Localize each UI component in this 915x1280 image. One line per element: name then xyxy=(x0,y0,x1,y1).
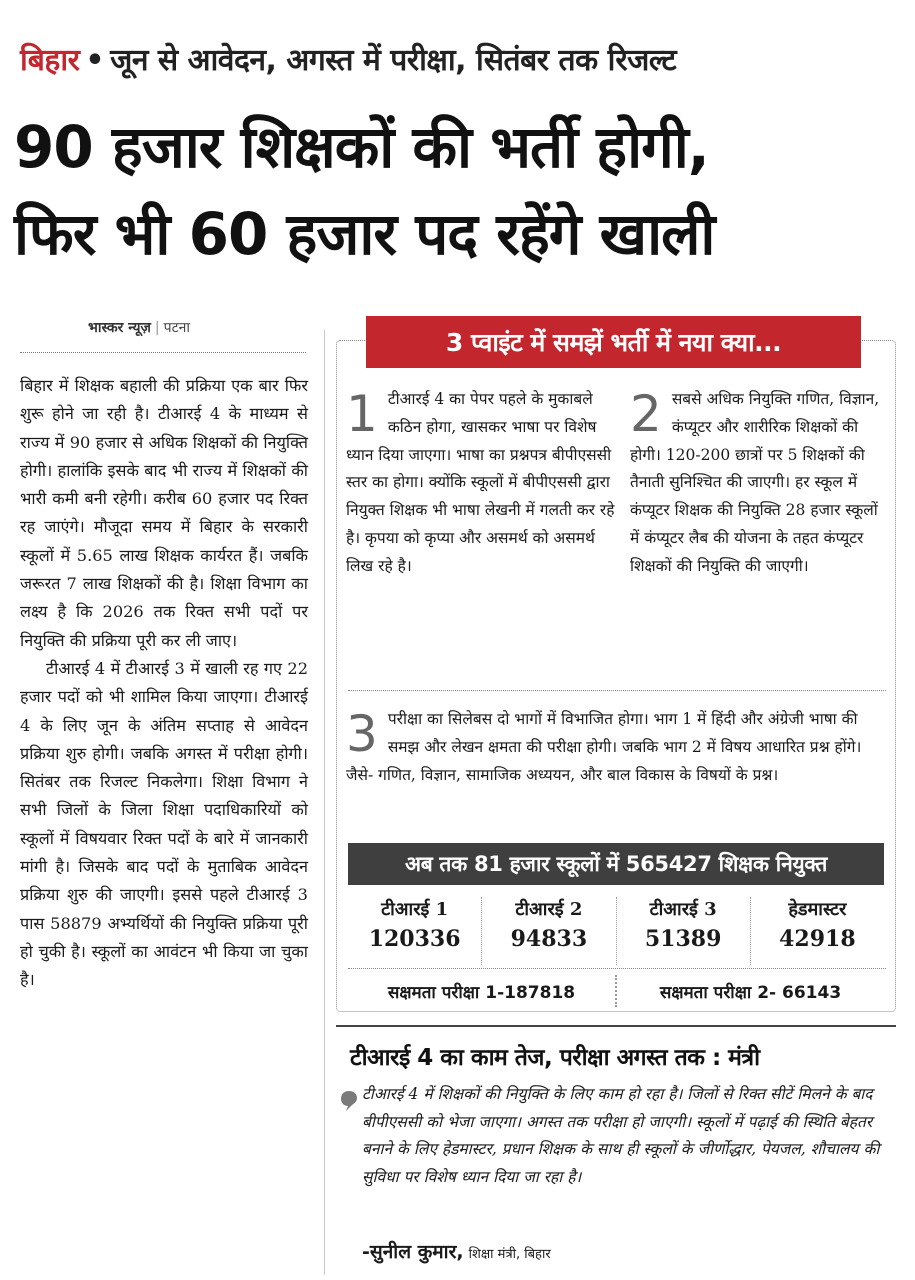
stat-label: टीआरई 3 xyxy=(649,899,717,920)
stat-headmaster xyxy=(751,897,884,965)
exam-row xyxy=(348,975,884,1007)
stat-value: 42918 xyxy=(779,926,856,952)
point-number: 3 xyxy=(346,705,378,763)
stat-tre-3 xyxy=(617,897,751,965)
point-text: टीआरई 4 का पेपर पहले के मुकाबले कठिन होगा, खासकर भाषा पर विशेष ध्यान दिया जाएगा। भाषा का प्रश्नपत्र बीपीएससी स्तर का होगा। क्योंकि स्कूलों में बीपीएससी द्वारा नियुक्त शिक्षक भी भाषा लेखनी में गलती कर रहे है। कृपया को कृप्या और असमर्थ को असमर्थ लिख रहे है। xyxy=(346,390,615,575)
kicker-text: जून से आवेदन, अगस्त में परीक्षा, सितंबर तक रिजल्ट xyxy=(110,43,677,78)
stat-value: 120336 xyxy=(368,926,461,952)
exam-1: सक्षमता परीक्षा 1-187818 xyxy=(348,975,617,1007)
point-text: परीक्षा का सिलेबस दो भागों में विभाजित होगा। भाग 1 में हिंदी और अंग्रेजी भाषा की समझ और लेखन क्षमता की परीक्षा होगी। जबकि भाग 2 में विषय आधारित प्रश्न होंगे। जैसे- गणित, विज्ञान, सामाजिक अध्ययन, और बाल विकास के विषयों के प्रश्न। xyxy=(346,710,862,784)
point-1 xyxy=(346,386,616,581)
kicker xyxy=(20,38,900,79)
minister-section-rule xyxy=(336,1025,896,1027)
minister-designation: शिक्षा मंत्री, बिहार xyxy=(468,1247,551,1262)
minister-quote: टीआरई 4 में शिक्षकों की नियुक्ति के लिए काम हो रहा है। जिलों से रिक्त सीटें मिलने के बाद बीपीएससी को भेजा जाएगा। अगस्त तक परीक्षा हो जाएगी। स्कूलों में पढ़ाई की स्थिति बेहतर बनाने के लिए हेडमास्टर, प्रधान शिक्षक के साथ ही स्कूलों के जीर्णोद्धार, पेयजल, शौचालय की सुविधा पर विशेष ध्यान दिया जा रहा है। xyxy=(362,1085,880,1186)
minister-signature xyxy=(362,1238,551,1264)
point-number: 2 xyxy=(630,385,662,443)
stat-label: टीआरई 1 xyxy=(381,899,449,920)
minister-name: -सुनील कुमार, xyxy=(362,1241,464,1263)
stats-banner: अब तक 81 हजार स्कूलों में 565427 शिक्षक नियुक्त xyxy=(348,843,884,885)
kicker-place: बिहार xyxy=(20,43,80,78)
stat-label: टीआरई 2 xyxy=(515,899,583,920)
byline-separator: | xyxy=(154,320,160,336)
byline-city: पटना xyxy=(163,320,191,336)
byline xyxy=(88,318,190,337)
byline-source: भास्कर न्यूज़ xyxy=(88,320,151,336)
exam-2: सक्षमता परीक्षा 2- 66143 xyxy=(659,982,842,1003)
article-body xyxy=(20,372,308,995)
article-paragraph: बिहार में शिक्षक बहाली की प्रक्रिया एक बार फिर शुरू होने जा रही है। टीआरई 4 के माध्यम से राज्य में 90 हजार से अधिक शिक्षकों की नियुक्ति होगी। हालांकि इसके बाद भी राज्य में शिक्षकों की भारी कमी बनी रहेगी। करीब 60 हजार पद रिक्त रह जाएंगे। मौजूदा समय में बिहार के सरकारी स्कूलों में 5.65 लाख शिक्षक कार्यरत हैं। जबकि जरूरत 7 लाख शिक्षकों की है। शिक्षा विभाग का लक्ष्य है कि 2026 तक रिक्त सभी पदों पर नियुक्ति की प्रक्रिया पूरी कर ली जाए। xyxy=(20,376,308,650)
points-divider xyxy=(348,690,886,691)
point-text: सबसे अधिक नियुक्ति गणित, विज्ञान, कंप्यूटर और शारीरिक शिक्षकों की होगी। 120-200 छात्रों पर 5 शिक्षकों की तैनाती सुनिश्चित की जाएगी। हर स्कूल में कंप्यूटर शिक्षक की नियुक्ति 28 हजार स्कूलों में कंप्यूटर लैब की योजना के तहत कंप्यूटर शिक्षकों की नियुक्ति की जाएगी। xyxy=(630,390,880,575)
point-3 xyxy=(346,706,891,789)
headline-line-2: फिर भी 60 हजार पद रहेंगे खाली xyxy=(14,200,715,268)
kicker-bullet: • xyxy=(85,43,105,78)
point-2 xyxy=(630,386,886,581)
stat-tre-2 xyxy=(482,897,616,965)
stats-grid xyxy=(348,897,884,965)
quote-icon xyxy=(340,1090,358,1112)
stats-divider xyxy=(348,968,886,969)
column-divider xyxy=(324,330,325,1275)
byline-divider xyxy=(20,352,306,353)
stat-label: हेडमास्टर xyxy=(788,899,847,920)
points-box-title: 3 प्वाइंट में समझें भर्ती में नया क्या... xyxy=(366,316,861,368)
headline-line-1: 90 हजार शिक्षकों की भर्ती होगी, xyxy=(14,113,709,181)
point-number: 1 xyxy=(346,385,378,443)
minister-headline: टीआरई 4 का काम तेज, परीक्षा अगस्त तक : मंत्री xyxy=(350,1045,760,1071)
stat-tre-1 xyxy=(348,897,482,965)
stat-value: 94833 xyxy=(510,926,588,952)
article-paragraph: टीआरई 4 में टीआरई 3 में खाली रह गए 22 हजार पदों को भी शामिल किया जाएगा। टीआरई 4 के लिए जून के अंतिम सप्ताह से आवेदन प्रक्रिया शुरु होगी। जबकि अगस्त में परीक्षा होगी। सितंबर तक रिजल्ट निकलेगा। शिक्षा विभाग ने सभी जिलों के जिला शिक्षा पदाधिकारियों को स्कूलों में विषयवार रिक्त पदों के बारे में जानकारी मांगी है। जिसके बाद पदों के मुताबिक आवेदन प्रक्रिया शुरु की जाएगी। इससे पहले टीआरई 3 पास 58879 अभ्यर्थियों की नियुक्ति प्रक्रिया पूरी हो चुकी है। स्कूलों का आवंटन भी किया जा चुका है। xyxy=(20,658,308,990)
stat-value: 51389 xyxy=(644,926,722,952)
